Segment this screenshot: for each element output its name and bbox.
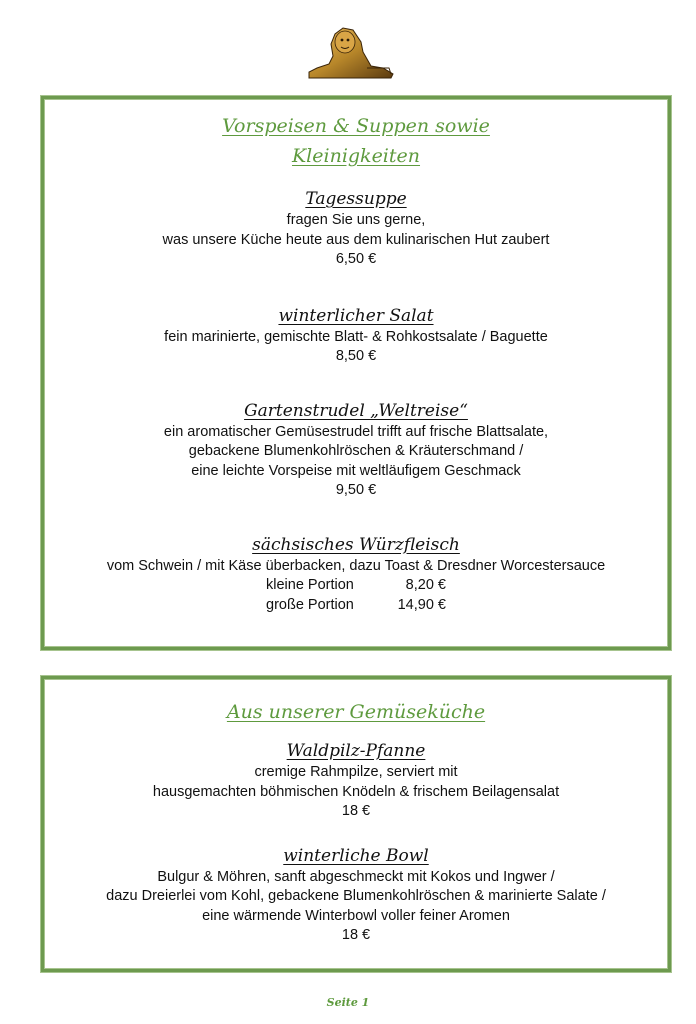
starters-section bbox=[41, 96, 671, 650]
starters-heading bbox=[44, 111, 668, 171]
vegetable-section bbox=[41, 676, 671, 972]
lion-statue-icon bbox=[303, 22, 397, 82]
dish-tagessuppe bbox=[44, 187, 668, 270]
section-title-line1: Vorspeisen & Suppen sowie bbox=[222, 115, 490, 137]
dish-description: gebackene Blumenkohlröschen & Kräuterschmand / bbox=[188, 443, 524, 459]
dish-description: Bulgur & Möhren, sanft abgeschmeckt mit Kokos und Ingwer / bbox=[157, 868, 555, 885]
dish-title: Waldpilz-Pfanne bbox=[286, 741, 426, 761]
dish-price: 6,50 € bbox=[335, 251, 377, 267]
dish-waldpilz-pfanne bbox=[44, 739, 668, 822]
dish-description: cremige Rahmpilze, serviert mit bbox=[254, 764, 458, 780]
dish-winterlicher-salat bbox=[44, 304, 668, 367]
dish-description: was unsere Küche heute aus dem kulinarischen Hut zaubert bbox=[162, 231, 550, 248]
dish-title: winterliche Bowl bbox=[283, 845, 429, 866]
dish-description: ein aromatischer Gemüsestrudel trifft auf frische Blattsalate, bbox=[163, 423, 549, 440]
dish-description: dazu Dreierlei vom Kohl, gebackene Blumenkohlröschen & marinierte Salate / bbox=[106, 888, 606, 904]
dish-title: Gartenstrudel „Weltreise“ bbox=[244, 400, 468, 421]
dish-title: sächsisches Würzfleisch bbox=[252, 534, 460, 555]
dish-description: eine leichte Vorspeise mit weltläufigem Geschmack bbox=[191, 462, 521, 479]
dish-description: fein marinierte, gemischte Blatt- & Rohkostsalate / Baguette bbox=[164, 328, 548, 345]
dish-title: Tagessuppe bbox=[305, 189, 407, 209]
dish-price: 9,50 € bbox=[335, 482, 377, 498]
dish-description: eine wärmende Winterbowl voller feiner Aromen bbox=[202, 907, 510, 924]
section-title: Aus unserer Gemüseküche bbox=[226, 701, 486, 723]
dish-gartenstrudel bbox=[44, 399, 668, 501]
portion-price: 8,20 € bbox=[405, 577, 446, 593]
dish-price: 8,50 € bbox=[335, 348, 377, 364]
portion-row bbox=[44, 576, 668, 596]
dish-price: 18 € bbox=[341, 927, 371, 943]
section-title-line2: Kleinigkeiten bbox=[291, 145, 421, 167]
dish-price: 18 € bbox=[341, 803, 371, 819]
vegetable-heading bbox=[44, 697, 668, 727]
dish-title: winterlicher Salat bbox=[278, 305, 434, 326]
dish-description: vom Schwein / mit Käse überbacken, dazu Toast & Dresdner Worcestersauce bbox=[106, 557, 606, 574]
portion-row bbox=[44, 596, 668, 616]
dish-description: hausgemachten böhmischen Knödeln & frischem Beilagensalat bbox=[152, 783, 560, 800]
dish-winterliche-bowl bbox=[44, 844, 668, 946]
dish-description: fragen Sie uns gerne, bbox=[286, 212, 426, 228]
page-number: Seite 1 bbox=[326, 996, 370, 1009]
portion-price: 14,90 € bbox=[397, 596, 446, 613]
portion-label: große Portion bbox=[266, 596, 354, 613]
dish-wuerzfleisch bbox=[44, 533, 668, 616]
portion-label: kleine Portion bbox=[266, 577, 354, 593]
